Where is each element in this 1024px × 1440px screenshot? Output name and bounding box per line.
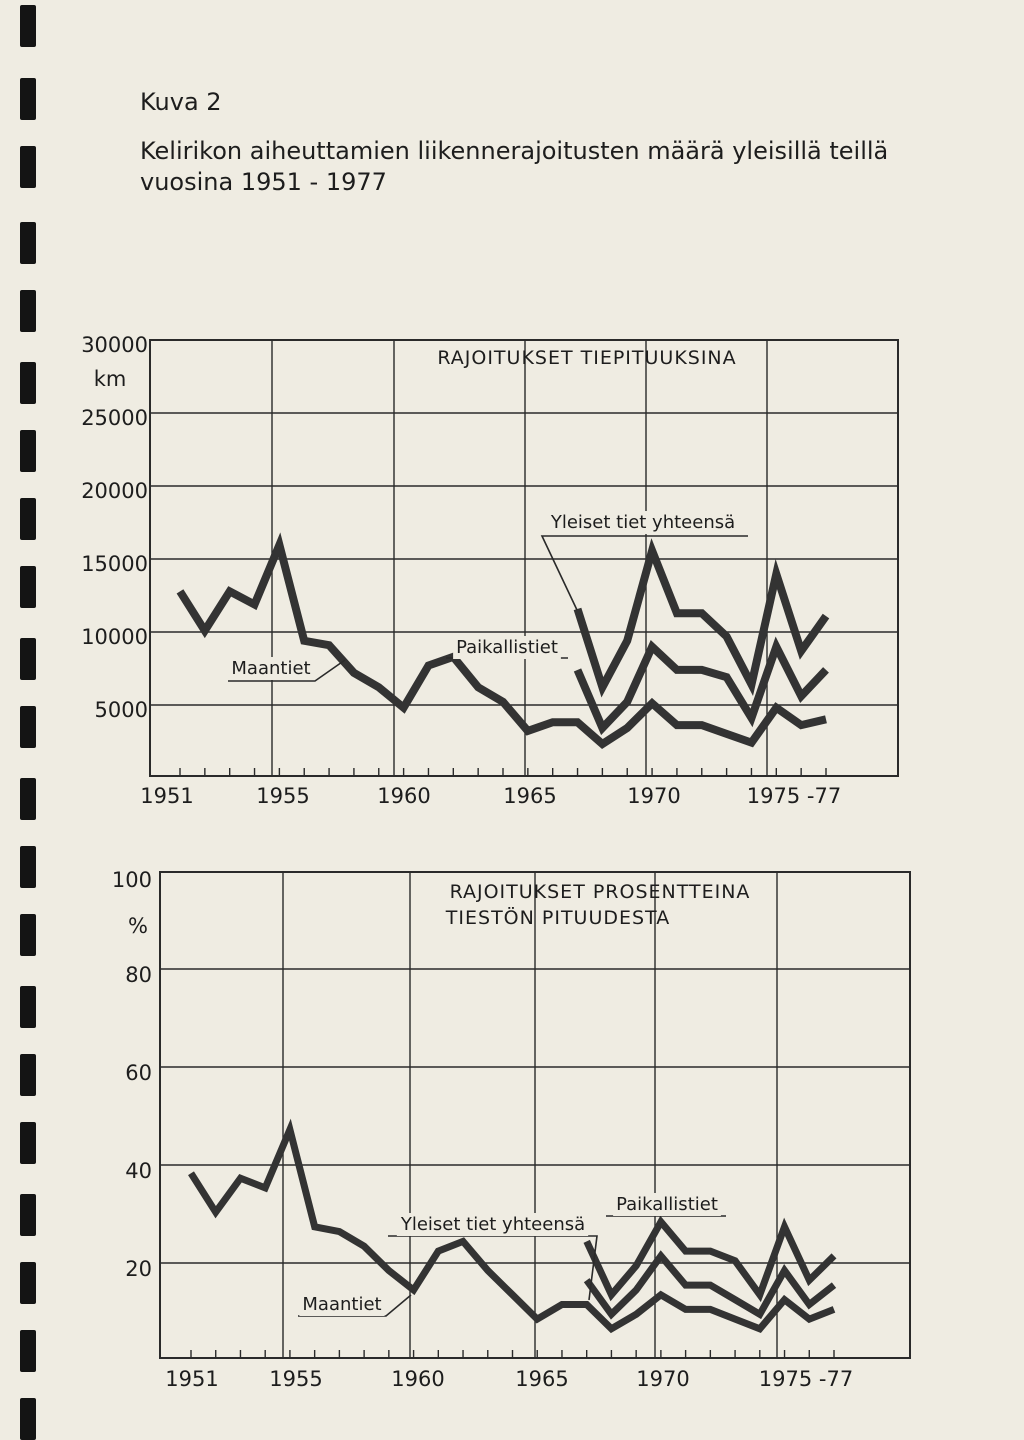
- x-tick-label: 1960: [377, 784, 431, 808]
- series-label: Maantiet: [231, 658, 311, 679]
- x-tick-label: 1975 -77: [758, 1367, 854, 1391]
- series-label: Maantiet: [302, 1294, 382, 1315]
- y-tick-label: 60: [125, 1061, 152, 1085]
- x-tick-label: 1970: [636, 1367, 690, 1391]
- x-tick-label: 1965: [503, 784, 557, 808]
- y-axis-unit: km: [93, 367, 127, 391]
- chart-title: RAJOITUKSET PROSENTTEINA: [449, 881, 751, 903]
- y-tick-label: 15000: [81, 552, 148, 576]
- series-label: Paikallistiet: [616, 1194, 718, 1215]
- y-tick-label: 80: [125, 963, 152, 987]
- x-tick-label: 1975 -77: [746, 784, 842, 808]
- chart-title: TIESTÖN PITUUDESTA: [445, 907, 671, 929]
- series-label: Paikallistiet: [456, 637, 558, 658]
- x-tick-label: 1955: [269, 1367, 323, 1391]
- figure-label: Kuva 2: [140, 88, 222, 116]
- x-tick-label: 1955: [256, 784, 310, 808]
- y-tick-label: 10000: [81, 625, 148, 649]
- figure-title: Kelirikon aiheuttamien liikennerajoitusten määrä yleisillä teillä vuosina 1951 - 1977: [140, 137, 889, 196]
- series-label: Yleiset tiet yhteensä: [400, 1214, 586, 1235]
- x-tick-label: 1970: [627, 784, 681, 808]
- series-leader-line: [388, 1236, 597, 1300]
- y-axis-unit: %: [128, 914, 148, 938]
- y-tick-label: 40: [125, 1159, 152, 1183]
- y-tick-label: 20: [125, 1257, 152, 1281]
- x-tick-label: 1951: [165, 1367, 219, 1391]
- x-tick-label: 1965: [515, 1367, 569, 1391]
- x-tick-label: 1951: [140, 784, 194, 808]
- y-tick-label: 25000: [81, 406, 148, 430]
- y-tick-label: 30000: [81, 333, 148, 357]
- y-tick-label: 5000: [94, 698, 148, 722]
- series-label: Yleiset tiet yhteensä: [550, 512, 736, 533]
- y-tick-label: 20000: [81, 479, 148, 503]
- chart-title: RAJOITUKSET TIEPITUUKSINA: [437, 347, 737, 369]
- x-tick-label: 1960: [391, 1367, 445, 1391]
- y-tick-label: 100: [111, 868, 152, 892]
